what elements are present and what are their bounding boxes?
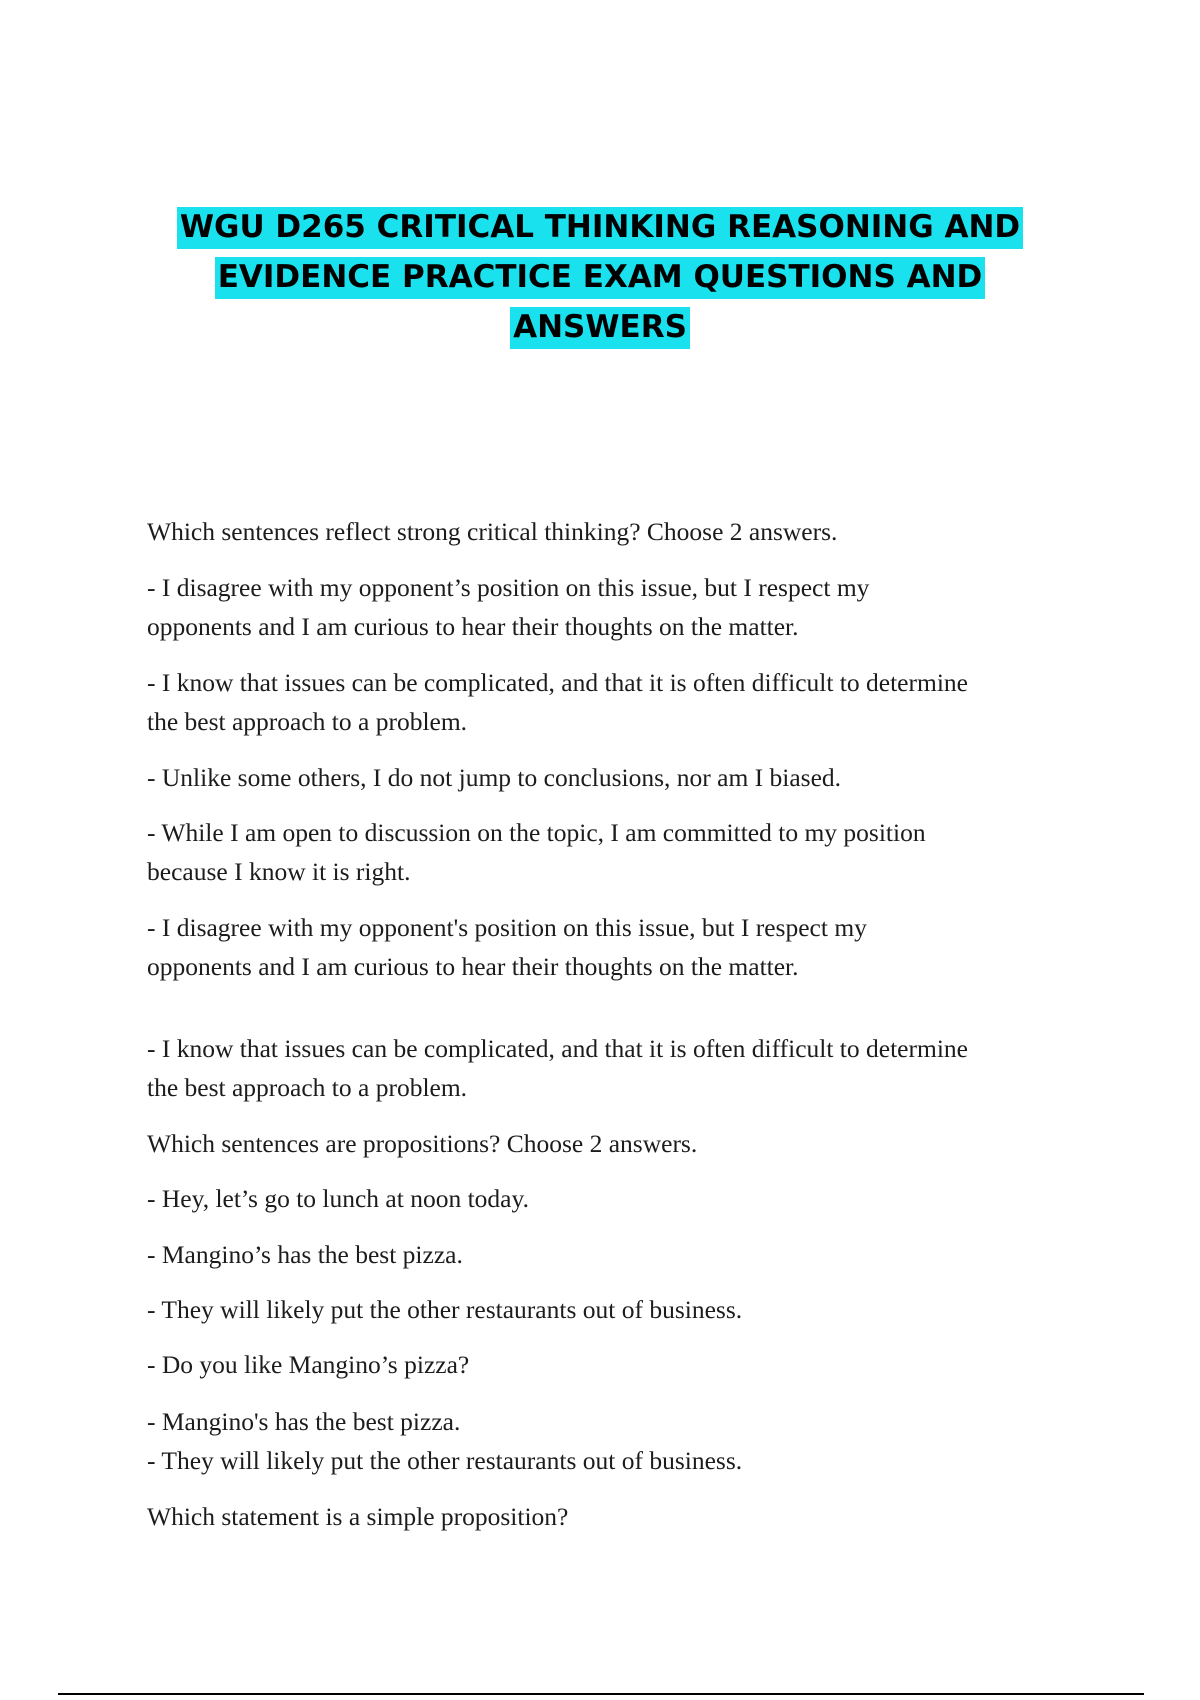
text-line: - I disagree with my opponent’s position on this issue, but I respect my (147, 573, 870, 602)
title-line-3: ANSWERS (510, 307, 690, 349)
text-line: Which statement is a simple proposition? (147, 1502, 569, 1531)
paragraph (147, 568, 1077, 646)
text-line: - While I am open to discussion on the topic, I am committed to my position (147, 818, 926, 847)
paragraph (147, 1029, 1077, 1107)
text-line: Which sentences reflect strong critical thinking? Choose 2 answers. (147, 517, 838, 546)
text-line: - Do you like Mangino’s pizza? (147, 1350, 470, 1379)
text-line: - I know that issues can be complicated, and that it is often difficult to determine (147, 1034, 968, 1063)
text-line: - They will likely put the other restaurants out of business. (147, 1295, 743, 1324)
document-title (0, 202, 1200, 352)
paragraph (147, 1124, 1077, 1163)
text-line: - Mangino’s has the best pizza. (147, 1240, 463, 1269)
text-line: Which sentences are propositions? Choose 2 answers. (147, 1129, 698, 1158)
text-line: opponents and I am curious to hear their thoughts on the matter. (147, 612, 799, 641)
paragraph (147, 1179, 1077, 1218)
text-line: - Hey, let’s go to lunch at noon today. (147, 1184, 529, 1213)
paragraph (147, 663, 1077, 741)
text-line: - I know that issues can be complicated, and that it is often difficult to determine (147, 668, 968, 697)
paragraph (147, 813, 1077, 891)
title-line-2: EVIDENCE PRACTICE EXAM QUESTIONS AND (215, 257, 986, 299)
paragraph (147, 1235, 1077, 1274)
footer-divider (58, 1693, 1144, 1695)
title-line-1: WGU D265 CRITICAL THINKING REASONING AND (177, 207, 1023, 249)
paragraph (147, 1290, 1077, 1329)
paragraph (147, 758, 1077, 797)
paragraph (147, 512, 1077, 551)
text-line: because I know it is right. (147, 857, 411, 886)
text-line: - I disagree with my opponent's position on this issue, but I respect my (147, 913, 867, 942)
text-line: the best approach to a problem. (147, 707, 468, 736)
paragraph (147, 1497, 1077, 1536)
paragraph (147, 1402, 1077, 1480)
paragraph (147, 908, 1077, 986)
text-line: opponents and I am curious to hear their thoughts on the matter. (147, 952, 799, 981)
paragraph (147, 1345, 1077, 1384)
text-line: - They will likely put the other restaurants out of business. (147, 1446, 743, 1475)
text-line: the best approach to a problem. (147, 1073, 468, 1102)
text-line: - Unlike some others, I do not jump to conclusions, nor am I biased. (147, 763, 842, 792)
text-line: - Mangino's has the best pizza. (147, 1407, 461, 1436)
